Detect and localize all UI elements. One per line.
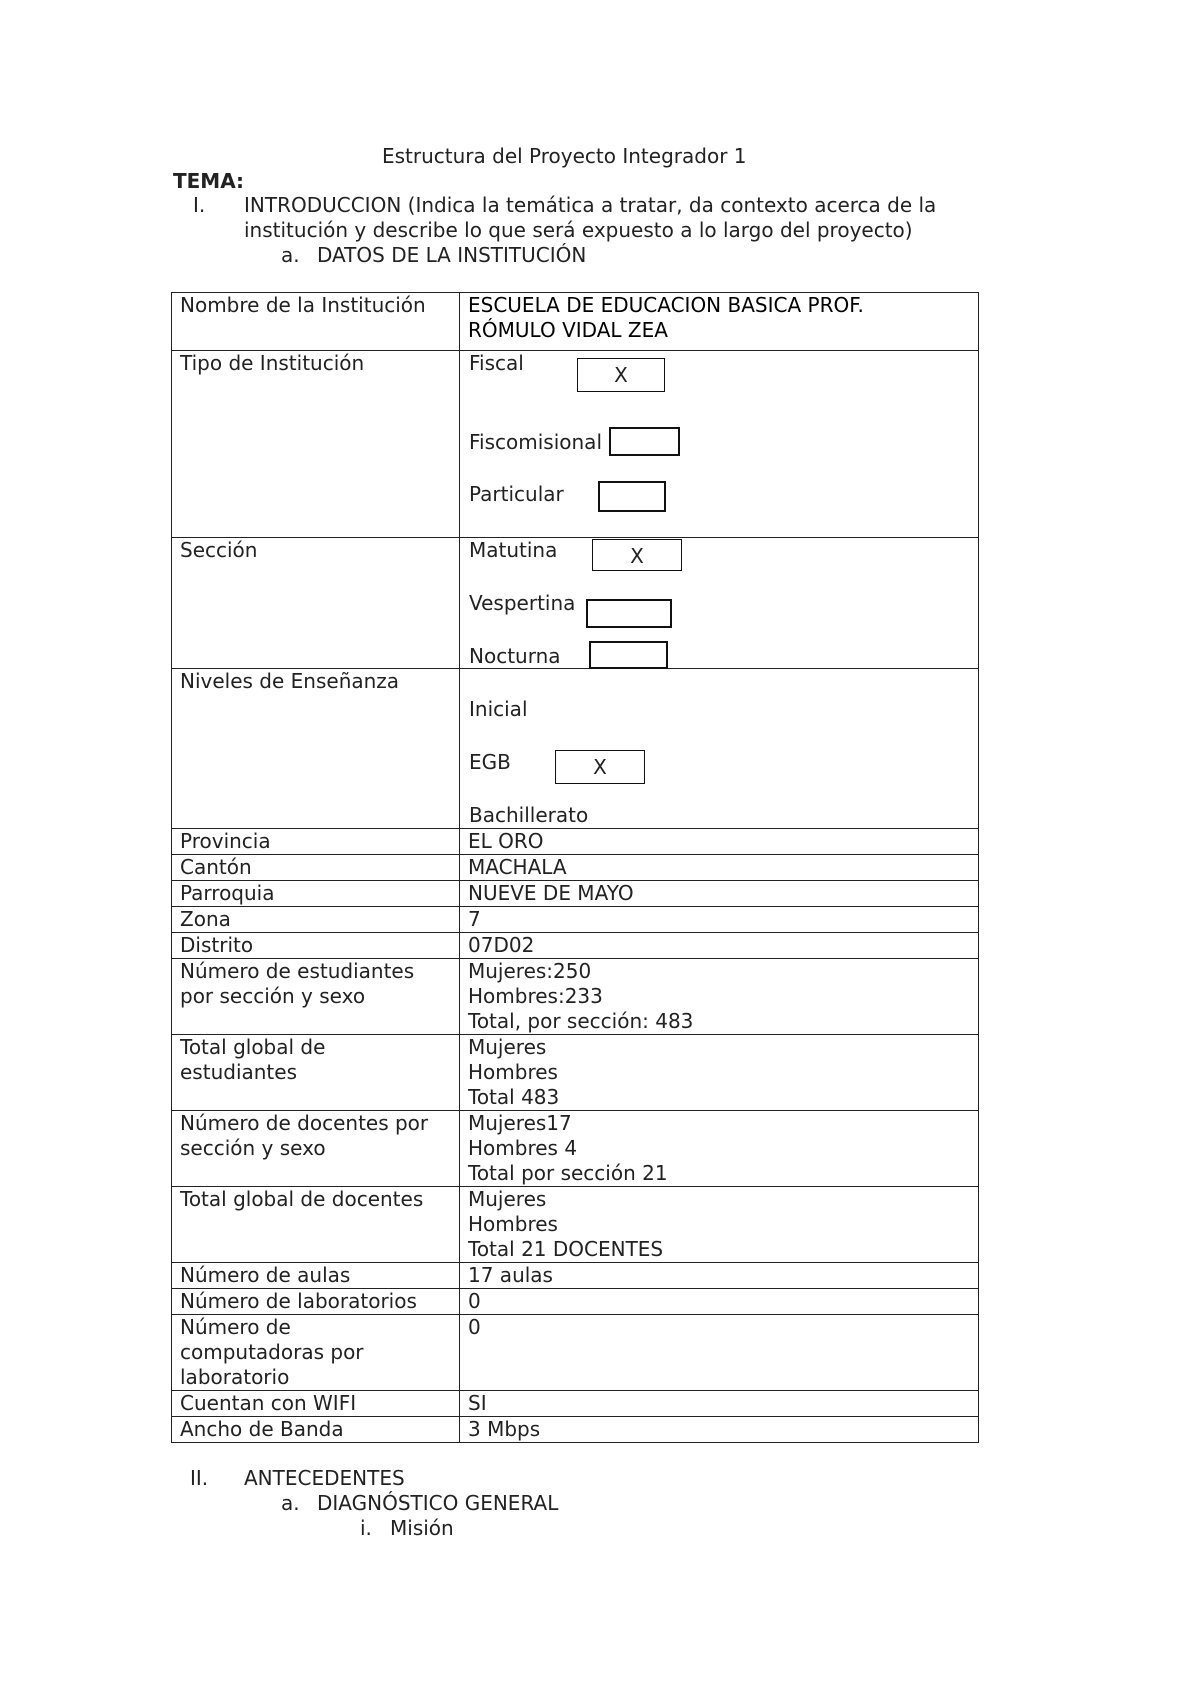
subsection-diagnostico-general: DIAGNÓSTICO GENERAL <box>317 1491 559 1515</box>
option-egb: EGB <box>469 750 511 774</box>
label-docentes-global: Total global de docentes <box>172 1187 460 1263</box>
value-seccion <box>460 538 979 669</box>
label-zona: Zona <box>172 907 460 933</box>
checkbox-fiscal[interactable]: X <box>577 358 665 392</box>
subsection-a-marker: a. <box>281 243 300 267</box>
table-row <box>172 855 979 881</box>
value-zona: 7 <box>460 907 979 933</box>
value-tipo <box>460 351 979 538</box>
label-nombre: Nombre de la Institución <box>172 293 460 351</box>
table-row <box>172 538 979 669</box>
value-canton: MACHALA <box>460 855 979 881</box>
option-fiscal: Fiscal <box>469 351 524 375</box>
label-wifi: Cuentan con WIFI <box>172 1391 460 1417</box>
option-particular: Particular <box>469 482 564 506</box>
label-estudiantes-global: Total global de estudiantes <box>172 1035 460 1111</box>
checkbox-egb[interactable]: X <box>555 750 645 784</box>
checkbox-particular[interactable] <box>598 481 666 512</box>
value-distrito: 07D02 <box>460 933 979 959</box>
option-vespertina: Vespertina <box>469 591 576 615</box>
table-row <box>172 1315 979 1391</box>
subsection-mision: Misión <box>390 1516 454 1540</box>
label-laboratorios: Número de laboratorios <box>172 1289 460 1315</box>
table-row <box>172 293 979 351</box>
section-1-heading-line1: INTRODUCCION (Indica la temática a tratar, da contexto acerca de la <box>244 193 937 217</box>
value-docentes-seccion: Mujeres17 Hombres 4 Total por sección 21 <box>460 1111 979 1187</box>
label-computadoras: Número de computadoras por laboratorio <box>172 1315 460 1391</box>
value-docentes-global: Mujeres Hombres Total 21 DOCENTES <box>460 1187 979 1263</box>
option-fiscomisional: Fiscomisional <box>469 430 602 454</box>
value-provincia: EL ORO <box>460 829 979 855</box>
table-row <box>172 1263 979 1289</box>
label-tipo: Tipo de Institución <box>172 351 460 538</box>
document-title: Estructura del Proyecto Integrador 1 <box>382 144 747 168</box>
option-bachillerato: Bachillerato <box>469 803 589 827</box>
tema-label: TEMA: <box>173 169 245 193</box>
value-laboratorios: 0 <box>460 1289 979 1315</box>
institution-data-table <box>171 292 979 1443</box>
section-2-sub-marker: a. <box>281 1491 300 1515</box>
value-estudiantes-seccion: Mujeres:250 Hombres:233 Total, por sección: 483 <box>460 959 979 1035</box>
label-aulas: Número de aulas <box>172 1263 460 1289</box>
section-1-heading-line2: institución y describe lo que será expuesto a lo largo del proyecto) <box>244 218 913 242</box>
table-row <box>172 881 979 907</box>
label-canton: Cantón <box>172 855 460 881</box>
section-1-number: I. <box>193 193 206 217</box>
option-matutina: Matutina <box>469 538 558 562</box>
label-distrito: Distrito <box>172 933 460 959</box>
label-seccion: Sección <box>172 538 460 669</box>
checkbox-fiscomisional[interactable] <box>609 427 680 456</box>
label-parroquia: Parroquia <box>172 881 460 907</box>
section-2-subsub-marker: i. <box>360 1516 372 1540</box>
table-row <box>172 1187 979 1263</box>
table-row <box>172 1111 979 1187</box>
table-row <box>172 1391 979 1417</box>
table-row <box>172 351 979 538</box>
value-niveles <box>460 669 979 829</box>
option-inicial: Inicial <box>469 697 528 721</box>
subsection-datos-institucion: DATOS DE LA INSTITUCIÓN <box>317 243 587 267</box>
label-banda: Ancho de Banda <box>172 1417 460 1443</box>
value-aulas: 17 aulas <box>460 1263 979 1289</box>
section-2-number: II. <box>190 1466 209 1490</box>
label-provincia: Provincia <box>172 829 460 855</box>
table-row <box>172 1417 979 1443</box>
checkbox-matutina[interactable]: X <box>592 539 682 571</box>
label-docentes-seccion: Número de docentes por sección y sexo <box>172 1111 460 1187</box>
option-nocturna: Nocturna <box>469 644 561 668</box>
section-2-heading: ANTECEDENTES <box>244 1466 405 1490</box>
value-parroquia: NUEVE DE MAYO <box>460 881 979 907</box>
table-row <box>172 907 979 933</box>
table-row <box>172 1289 979 1315</box>
value-wifi: SI <box>460 1391 979 1417</box>
value-banda: 3 Mbps <box>460 1417 979 1443</box>
label-niveles: Niveles de Enseñanza <box>172 669 460 829</box>
checkbox-nocturna[interactable] <box>589 641 668 669</box>
value-nombre: ESCUELA DE EDUCACION BASICA PROF. RÓMULO VIDAL ZEA <box>460 293 979 351</box>
table-row <box>172 933 979 959</box>
checkbox-vespertina[interactable] <box>586 599 672 628</box>
table-row <box>172 1035 979 1111</box>
table-row <box>172 669 979 829</box>
table-row <box>172 829 979 855</box>
value-computadoras: 0 <box>460 1315 979 1391</box>
value-estudiantes-global: Mujeres Hombres Total 483 <box>460 1035 979 1111</box>
table-row <box>172 959 979 1035</box>
label-estudiantes-seccion: Número de estudiantes por sección y sexo <box>172 959 460 1035</box>
